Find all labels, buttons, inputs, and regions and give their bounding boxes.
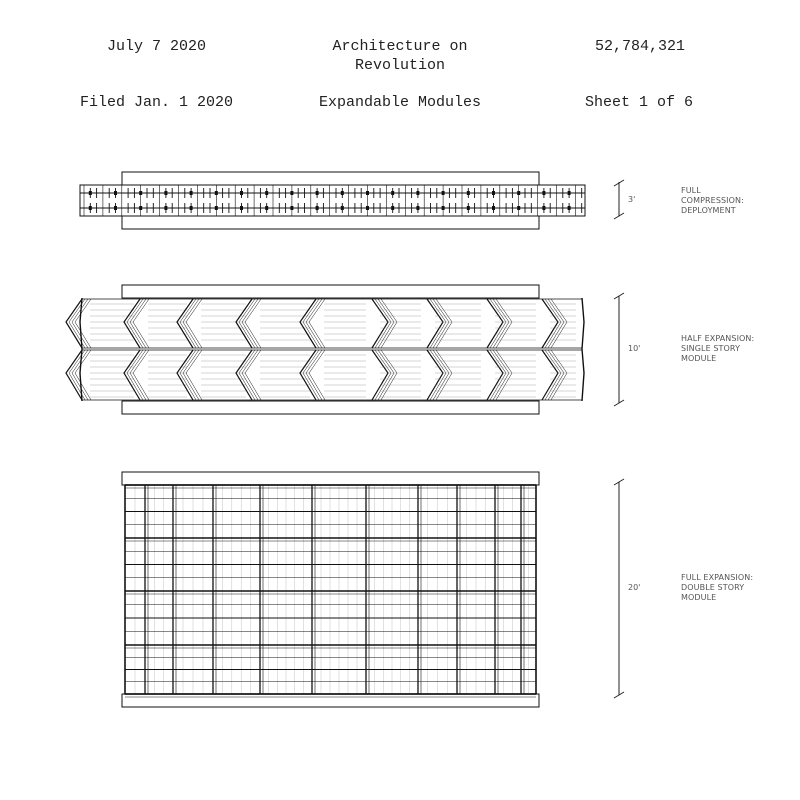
dimension-10ft: 10' (628, 344, 641, 353)
label-line: FULL (681, 186, 701, 195)
dimension-20ft: 20' (628, 583, 641, 592)
label-line: HALF EXPANSION: (681, 334, 755, 343)
module-compressed-drawing (80, 172, 585, 229)
label-full-compression (681, 186, 744, 216)
label-line: SINGLE STORY (681, 344, 741, 353)
label-full-expansion (681, 573, 753, 603)
dimension-line-20ft (614, 479, 624, 698)
label-line: COMPRESSION: (681, 196, 744, 205)
dimension-3ft: 3' (628, 195, 636, 204)
label-line: MODULE (681, 593, 717, 602)
label-line: FULL EXPANSION: (681, 573, 754, 582)
label-line: DOUBLE STORY (681, 583, 745, 592)
dimension-line-3ft (614, 180, 624, 219)
label-line: MODULE (681, 354, 717, 363)
title-line-2: Revolution (354, 57, 445, 74)
filed-date: Filed Jan. 1 2020 (80, 94, 234, 111)
subtitle: Expandable Modules (318, 94, 482, 111)
title-line-1: Architecture on (332, 38, 468, 55)
module-half-expansion-drawing (66, 285, 584, 414)
dimension-line-10ft (614, 293, 624, 406)
patent-number: 52,784,321 (595, 38, 686, 55)
label-half-expansion (681, 334, 754, 364)
module-full-expansion-drawing (122, 472, 539, 707)
date: July 7 2020 (107, 38, 207, 55)
sheet-number: Sheet 1 of 6 (585, 94, 694, 111)
label-line: DEPLOYMENT (681, 206, 736, 215)
